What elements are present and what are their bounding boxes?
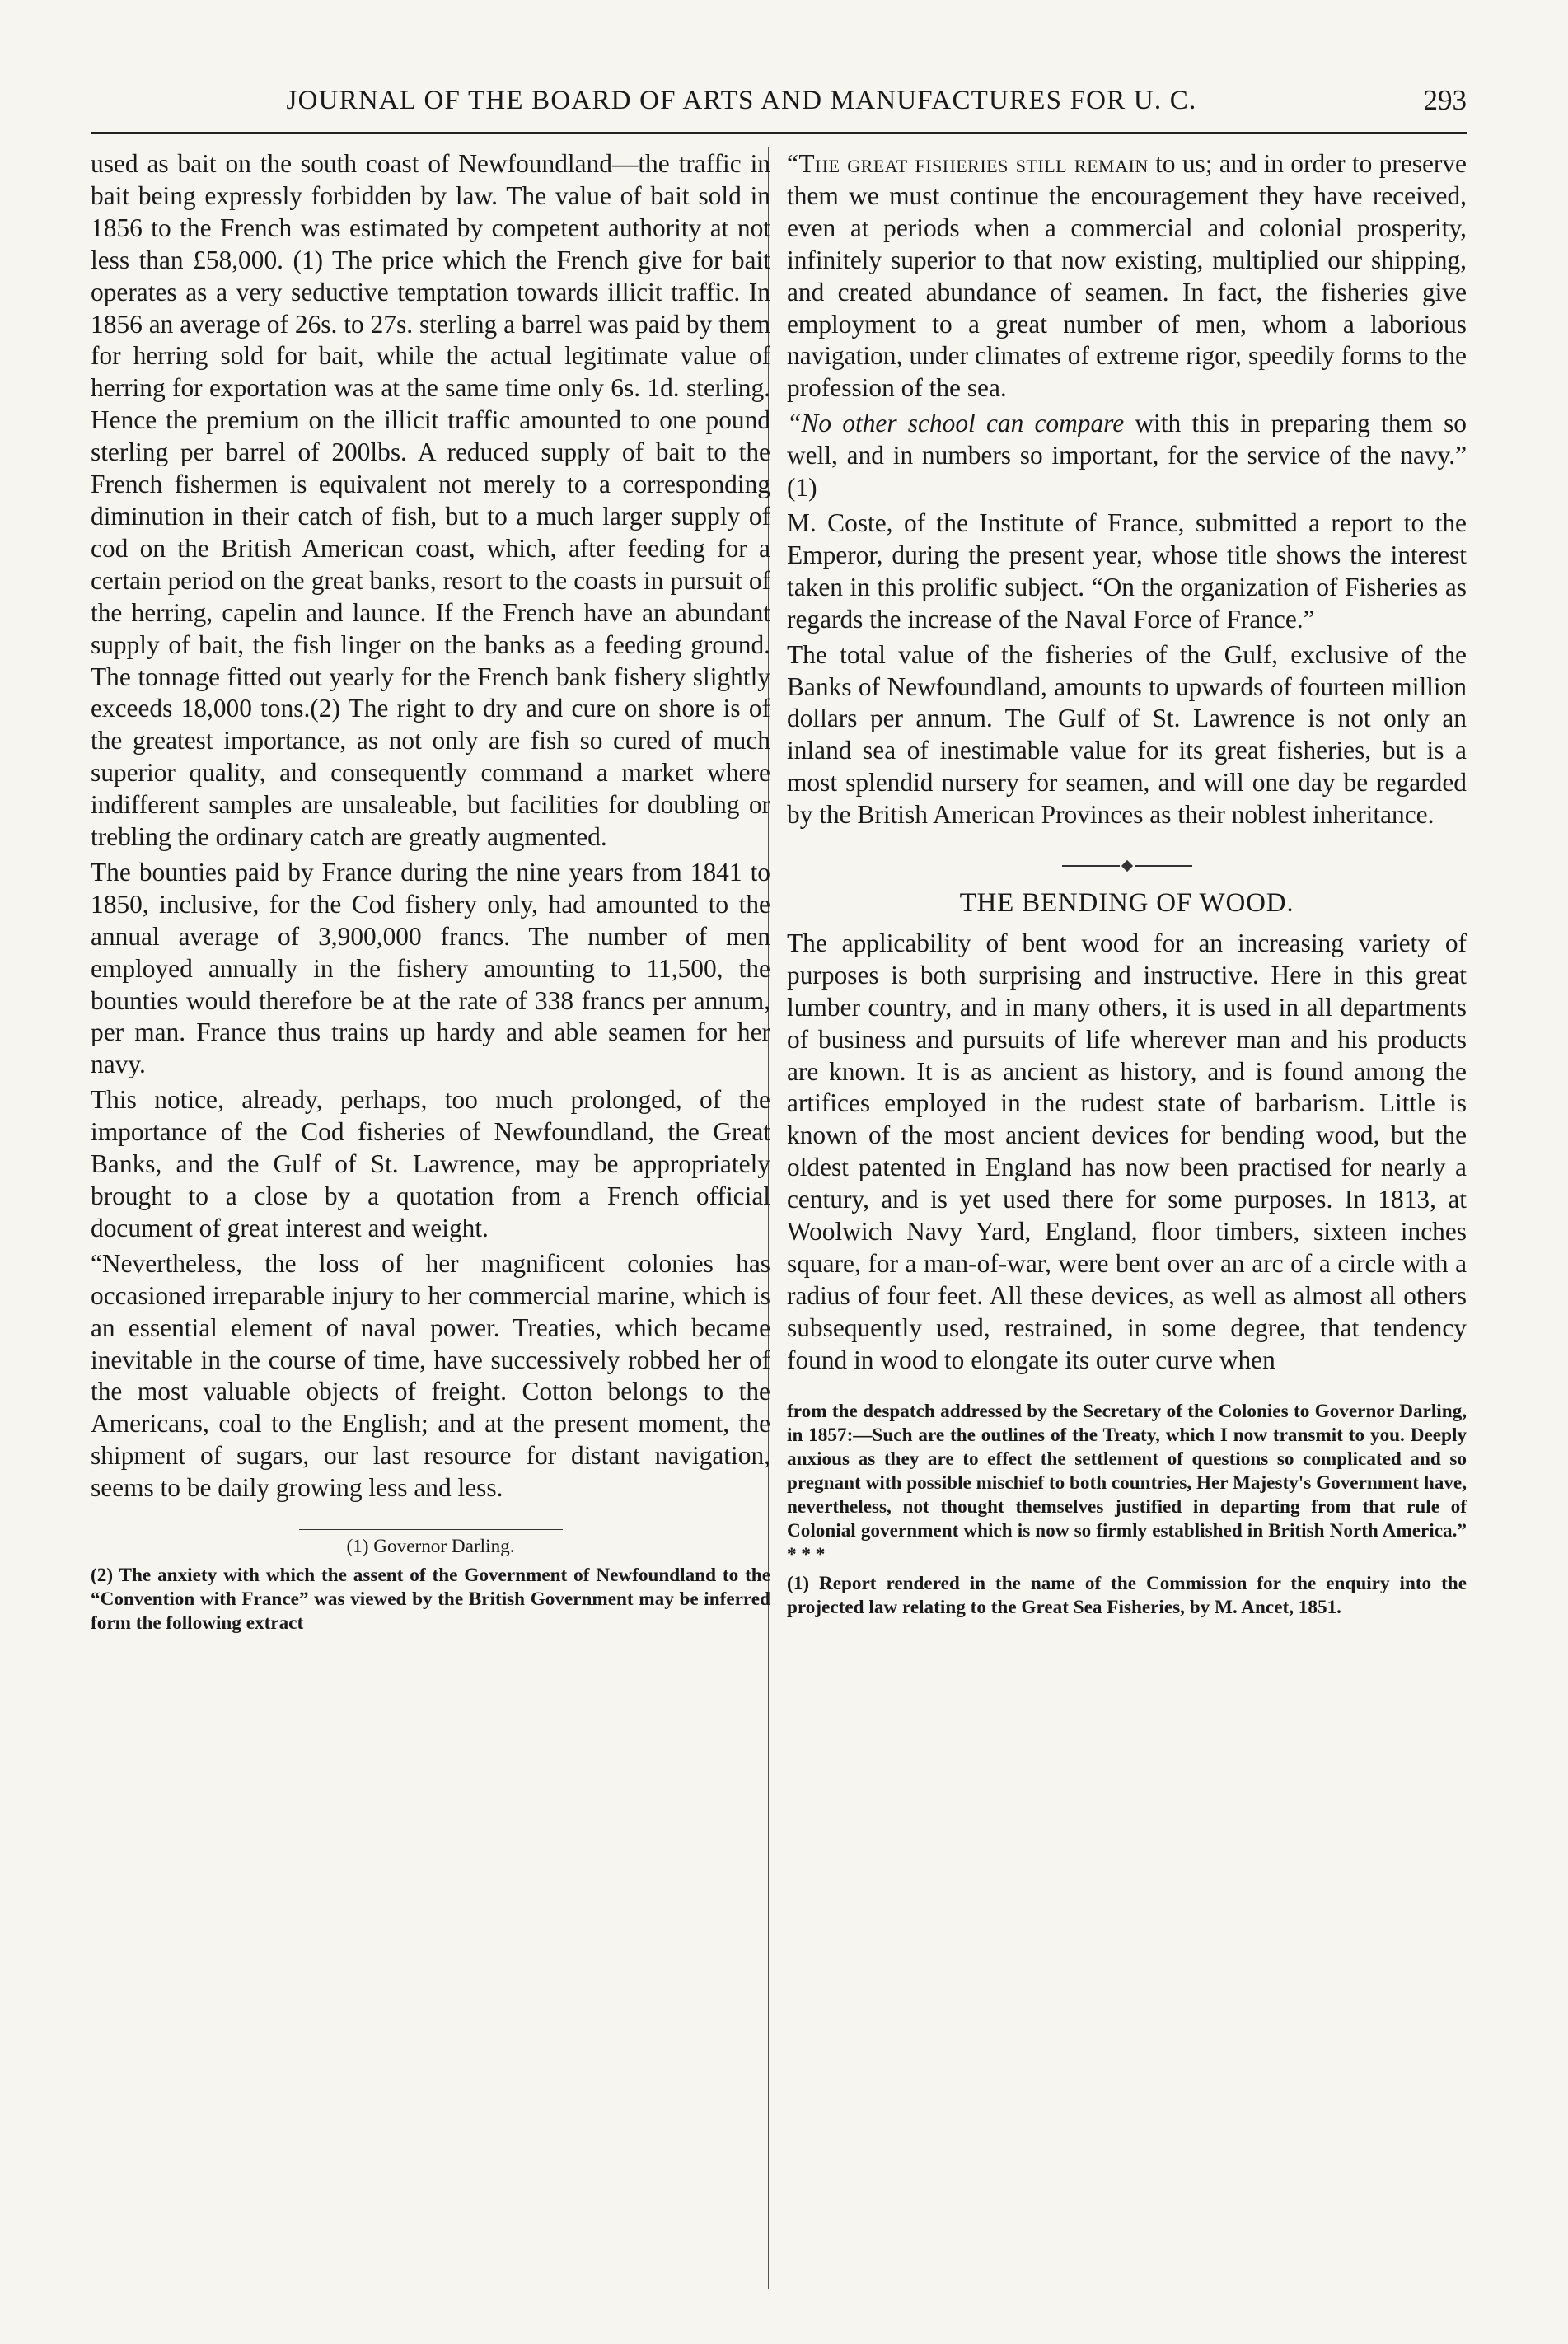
quote-lead: “The great fisheries still remain [787, 149, 1149, 178]
journal-title: JOURNAL OF THE BOARD OF ARTS AND MANUFACTURES FOR U. C. [286, 85, 1197, 115]
paragraph: This notice, already, perhaps, too much prolonged, of the importance of the Cod fisheries of Newfoundland, the Great Banks, and the Gulf of St. Lawrence, may be appropriately brought to a close by a quotation from a French official document of great interest and weight. [91, 1085, 770, 1242]
footnotes [787, 1400, 1467, 1620]
footnote: (1) Report rendered in the name of the Commission for the enquiry into the projected law relating to the Great Sea Fisheries, by M. Ancet, 1851. [787, 1572, 1467, 1618]
footnote-rule [299, 1529, 563, 1530]
left-column [91, 148, 770, 1640]
quote-italic: “No other school can compare [787, 409, 1125, 438]
paragraph: used as bait on the south coast of Newfoundland—the traffic in bait being expressly forbidden by law. The value of bait sold in 1856 to the French was estimated by competent authority at not less than £58,000. (1) The price which the French give for bait operates as a very seductive temptation towards illicit traffic. In 1856 an average of 26s. to 27s. sterling a barrel was paid by them for herring sold for bait, while the actual legitimate value of herring for exportation was at the same time only 6s. 1d. sterling. Hence the premium on the illicit traffic amounted to one pound sterling per barrel of 200lbs. A reduced supply of bait to the French fishermen is equivalent not merely to a corresponding diminution in their catch of fish, but to a much larger supply of cod on the British American coast, which, after feeding for a certain period on the great banks, resort to the coasts in pursuit of the herring, capelin and launce. If the French have an abundant supply of bait, the fish linger on the banks as a feeding ground. The tonnage fitted out yearly for the French bank fishery slightly exceeds 18,000 tons.(2) The right to dry and cure on shore is of the greatest importance, as not only are fish so cured of much superior quality, and consequently command a market where indifferent samples are unsaleable, but facilities for doubling or trebling the ordinary catch are greatly augmented. [91, 149, 770, 852]
paragraph: The bounties paid by France during the nine years from 1841 to 1850, inclusive, for the Cod fishery only, had amounted to the annual average of 3,900,000 francs. The number of men employed annually in the fishery amounting to 11,500, the bounties would therefore be at the rate of 338 francs per annum, per man. France thus trains up hardy and able seamen for her navy. [91, 857, 770, 1079]
footnote: (2) The anxiety with which the assent of the Government of Newfoundland to the “Convention with France” was viewed by the British Government may be inferred form the following extract [91, 1565, 770, 1635]
right-column [787, 148, 1467, 1625]
paragraph: M. Coste, of the Institute of France, submitted a report to the Emperor, during the present year, whose title shows the interest taken in this prolific subject. “On the organization of Fisheries as regards the increase of the Naval Force of France.” [787, 508, 1467, 634]
quote-text: to us; and in order to preserve them we must continue the encouragement they have received, even at periods when a commercial and colonial prosperity, infinitely superior to that now existing, multiplied our shipping, and created abundance of seamen. In fact, the fisheries give employment to a great number of men, whom a laborious navigation, under climates of extreme rigor, speedily forms to the profession of the sea. [787, 149, 1467, 403]
quote-paragraph [787, 148, 1467, 405]
paragraph: “Nevertheless, the loss of her magnificent colonies has occasioned irreparable injury to her commercial marine, which is an essential element of naval power. Treaties, which became inevitable in the course of time, have successively robbed her of the most valuable objects of freight. Cotton belongs to the Americans, coal to the English; and at the present moment, the shipment of sugars, our last resource for distant navigation, seems to be daily growing less and less. [91, 1248, 770, 1503]
section-title: THE BENDING OF WOOD. [959, 888, 1294, 919]
paragraph: The applicability of bent wood for an increasing variety of purposes is both surprising and instructive. Here in this great lumber country, and in many others, it is used in all departments of business and pursuits of life wherever man and his products are known. It is as ancient as history, and is found among the artifices employed in the rudest state of barbarism. Little is known of the most ancient devices for bending wood, but the oldest patented in England has now been practised for nearly a century, and is yet used there for some purposes. In 1813, at Woolwich Navy Yard, England, floor timbers, sixteen inches square, for a man-of-war, were bent over an arc of a circle with a radius of four feet. All these devices, as well as almost all others subsequently used, restrained, in some degree, that tendency found in wood to elongate its outer curve when [787, 928, 1467, 1374]
footnote: (1) Governor Darling. [346, 1536, 515, 1558]
section-ornament [787, 858, 1467, 874]
footnote: from the despatch addressed by the Secretary of the Colonies to Governor Darling, in 1857:—Such are the outlines of the Treaty, which I now transmit to you. Deeply anxious as they are to effect the settlement of questions so complicated and so pregnant with possible mischief to both countries, Her Majesty's Government have, nevertheless, not thought themselves justified in departing from that rule of Colonial government which is now so firmly established in British North America.” * * * [787, 1400, 1467, 1565]
header-rule [91, 132, 1467, 138]
page-number: 293 [1423, 84, 1467, 116]
paragraph: The total value of the fisheries of the Gulf, exclusive of the Banks of Newfoundland, amounts to upwards of fourteen million dollars per annum. The Gulf of St. Lawrence is not only an inland sea of inestimable value for its great fisheries, but is a most splendid nursery for seamen, and will one day be regarded by the British American Provinces as their noblest inheritance. [787, 639, 1467, 830]
quote-paragraph [787, 408, 1467, 504]
running-header [91, 76, 1467, 125]
quote-text: with this in preparing them so well, and in numbers so important, for the service of the navy.” (1) [787, 409, 1467, 503]
